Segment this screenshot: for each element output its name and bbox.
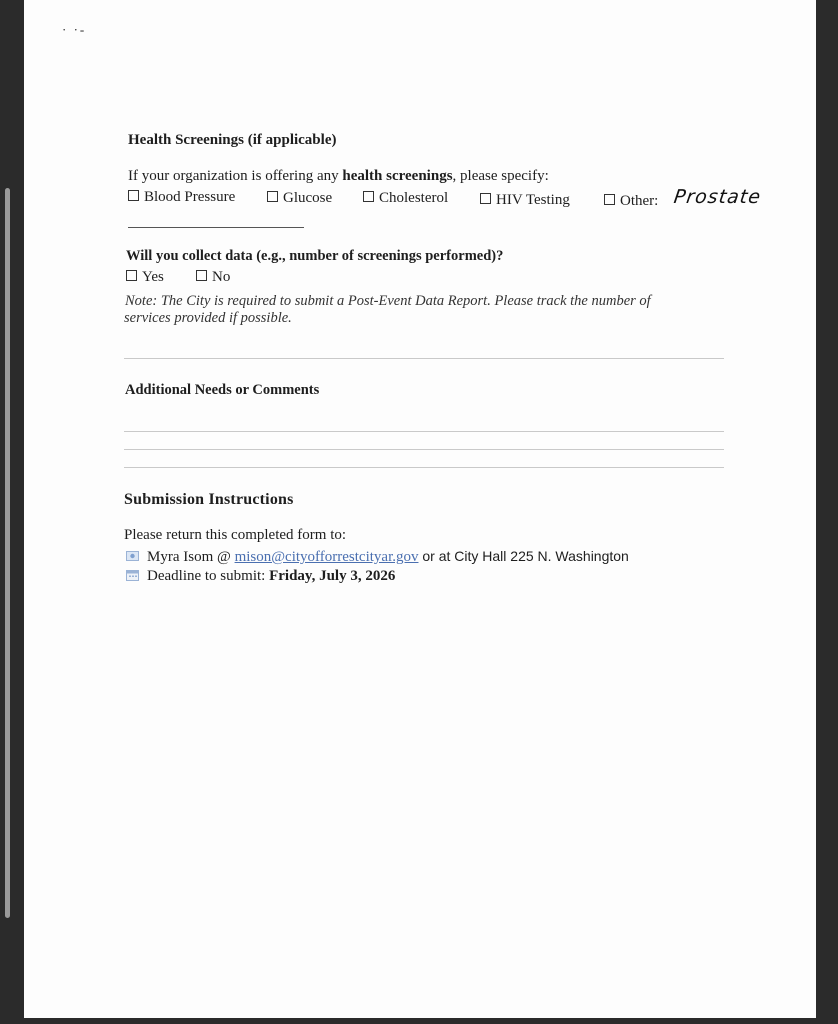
- deadline-date: Friday, July 3, 2026: [269, 568, 396, 584]
- contact-name: Myra Isom @: [147, 549, 235, 565]
- comments-line-3[interactable]: [124, 467, 724, 468]
- option-label: Blood Pressure: [144, 189, 236, 205]
- option-no[interactable]: [196, 269, 230, 286]
- health-screenings-prompt: [128, 168, 549, 185]
- checkbox-yes[interactable]: [126, 270, 137, 281]
- deadline-line: [126, 568, 395, 585]
- option-label: Other:: [620, 193, 659, 209]
- no-label: No: [212, 269, 231, 285]
- data-report-note-line-2: services provided if possible.: [124, 310, 292, 326]
- health-screenings-heading: Health Screenings (if applicable): [128, 132, 337, 148]
- checkbox-other[interactable]: [604, 194, 615, 205]
- option-glucose[interactable]: [267, 190, 332, 207]
- comments-line-2[interactable]: [124, 449, 724, 450]
- prompt-bold: health screenings: [342, 168, 453, 184]
- checkbox-no[interactable]: [196, 270, 207, 281]
- option-hiv-testing[interactable]: [480, 192, 570, 209]
- data-collection-question: Will you collect data (e.g., number of screenings performed)?: [126, 248, 504, 264]
- mail-icon: [126, 550, 139, 562]
- data-report-note-line-1: Note: The City is required to submit a Post-Event Data Report. Please track the number of: [125, 293, 651, 309]
- option-blood-pressure[interactable]: [128, 189, 235, 206]
- vertical-scrollbar[interactable]: [5, 188, 10, 918]
- scan-mark: · ·-: [62, 22, 87, 37]
- option-other[interactable]: [604, 193, 658, 210]
- option-cholesterol[interactable]: [363, 190, 448, 207]
- form-page: [24, 0, 816, 1018]
- checkbox-cholesterol[interactable]: [363, 191, 374, 202]
- section-divider: [124, 358, 724, 359]
- option-label: HIV Testing: [496, 192, 570, 208]
- deadline-label: Deadline to submit:: [147, 568, 270, 584]
- option-yes[interactable]: [126, 269, 164, 286]
- prompt-prefix: If your organization is offering any: [128, 168, 343, 184]
- calendar-icon: [126, 569, 139, 581]
- submission-heading: Submission Instructions: [124, 491, 294, 508]
- other-handwritten-value[interactable]: Prostate: [672, 186, 763, 208]
- comments-heading: Additional Needs or Comments: [125, 382, 320, 398]
- contact-line: [126, 548, 629, 566]
- other-fill-line: [128, 227, 304, 228]
- checkbox-glucose[interactable]: [267, 191, 278, 202]
- checkbox-blood-pressure[interactable]: [128, 190, 139, 201]
- prompt-suffix: , please specify:: [452, 168, 549, 184]
- return-instructions: Please return this completed form to:: [124, 527, 347, 543]
- checkbox-hiv-testing[interactable]: [480, 193, 491, 204]
- yes-label: Yes: [142, 269, 164, 285]
- option-label: Cholesterol: [379, 190, 449, 206]
- contact-email-link[interactable]: mison@cityofforrestcityar.gov: [234, 549, 419, 565]
- contact-location: or at City Hall 225 N. Washington: [418, 548, 629, 564]
- comments-line-1[interactable]: [124, 431, 724, 432]
- option-label: Glucose: [283, 190, 333, 206]
